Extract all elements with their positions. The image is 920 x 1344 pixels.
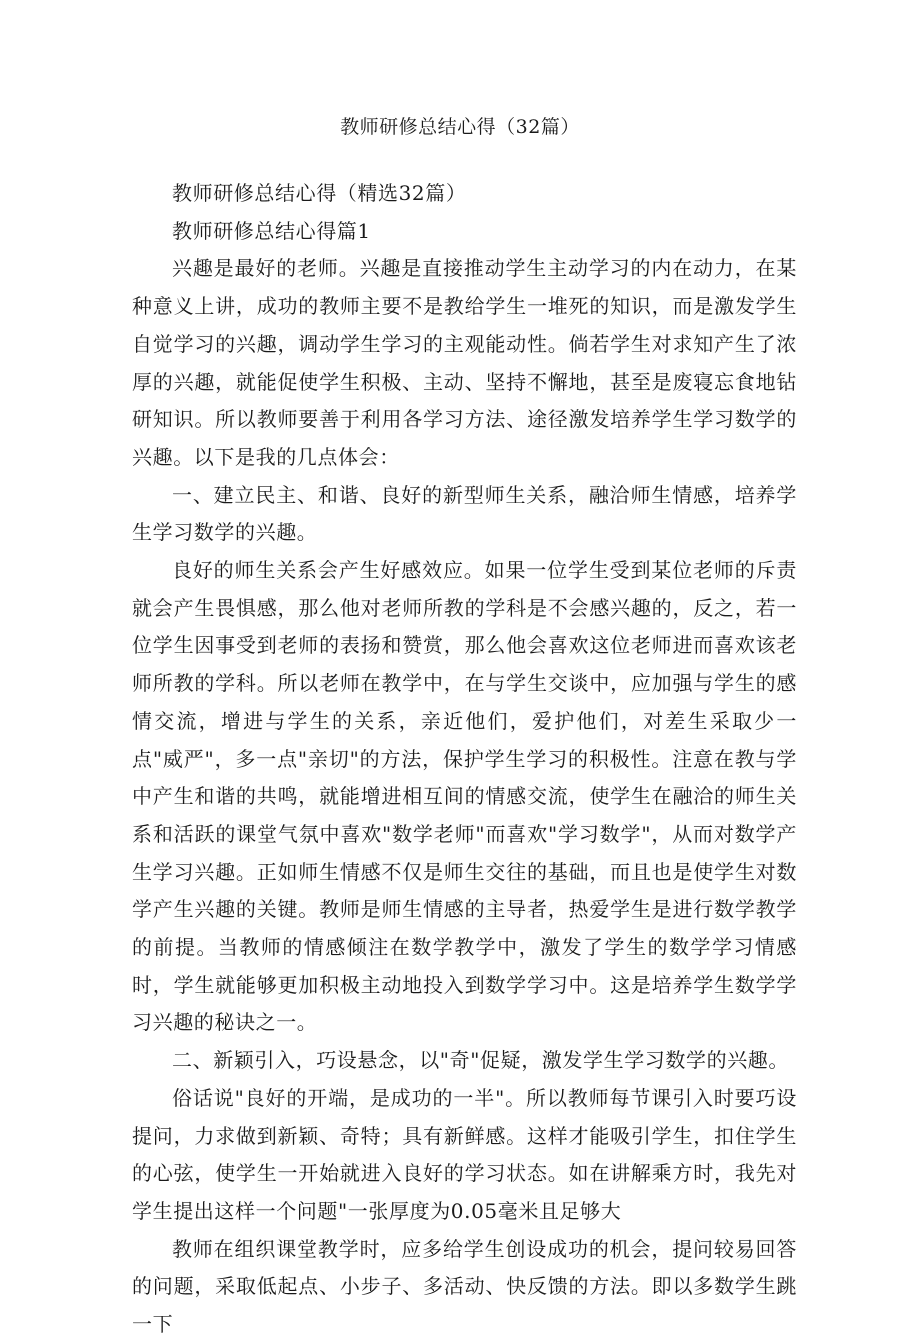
body-paragraph: 俗话说"良好的开端，是成功的一半"。所以教师每节课引入时要巧设提问，力求做到新颖、奇特；具有新鲜感。这样才能吸引学生，扣住学生的心弦，使学生一开始就进入良好的学习状态。如在讲解乘方时，我先对学生提出这样一个问题"一张厚度为0.05毫米且足够大 [132, 1085, 797, 1223]
section-heading: 教师研修总结心得篇1 [172, 218, 371, 243]
body-paragraph: 兴趣是最好的老师。兴趣是直接推动学生主动学习的内在动力，在某种意义上讲，成功的教师主要不是教给学生一堆死的知识，而是激发学生自觉学习的兴趣，调动学生学习的主观能动性。倘若学生对求知产生了浓厚的兴趣，就能促使学生积极、主动、坚持不懈地，甚至是废寝忘食地钻研知识。所以教师要善于利用各学习方法、途径激发培养学生学习数学的兴趣。以下是我的几点体会： [132, 256, 797, 469]
body-paragraph: 良好的师生关系会产生好感效应。如果一位学生受到某位老师的斥责就会产生畏惧感，那么他对老师所教的学科是不会感兴趣的，反之，若一位学生因事受到老师的表扬和赞赏，那么他会喜欢这位老师进而喜欢该老师所教的学科。所以老师在教学中，在与学生交谈中，应加强与学生的感情交流，增进与学生的关系，亲近他们，爱护他们，对差生采取少一点"威严"，多一点"亲切"的方法，保护学生学习的积极性。注意在教与学中产生和谐的共鸣，就能增进相互间的情感交流，使学生在融洽的师生关系和活跃的课堂气氛中喜欢"数学老师"而喜欢"学习数学"，从而对数学产生学习兴趣。正如师生情感不仅是师生交往的基础，而且也是使学生对数学产生兴趣的关键。教师是师生情感的主导者，热爱学生是进行数学教学的前提。当教师的情感倾注在数学教学中，激发了学生的数学学习情感时，学生就能够更加积极主动地投入到数学学习中。这是培养学生数学学习兴趣的秘诀之一。 [132, 558, 797, 1035]
body-paragraph: 教师在组织课堂教学时，应多给学生创设成功的机会，提问较易回答的问题，采取低起点、小步子、多活动、快反馈的方法。即以多数学生跳一下 [132, 1236, 797, 1337]
point-heading: 一、建立民主、和谐、良好的新型师生关系，融洽师生情感，培养学生学习数学的兴趣。 [132, 482, 797, 545]
subtitle-paragraph: 教师研修总结心得（精选32篇） [172, 181, 467, 205]
document-body [132, 175, 797, 1344]
document-title: 教师研修总结心得（32篇） [340, 116, 580, 138]
point-heading: 二、新颖引入，巧设悬念，以"奇"促疑，激发学生学习数学的兴趣。 [172, 1048, 789, 1073]
